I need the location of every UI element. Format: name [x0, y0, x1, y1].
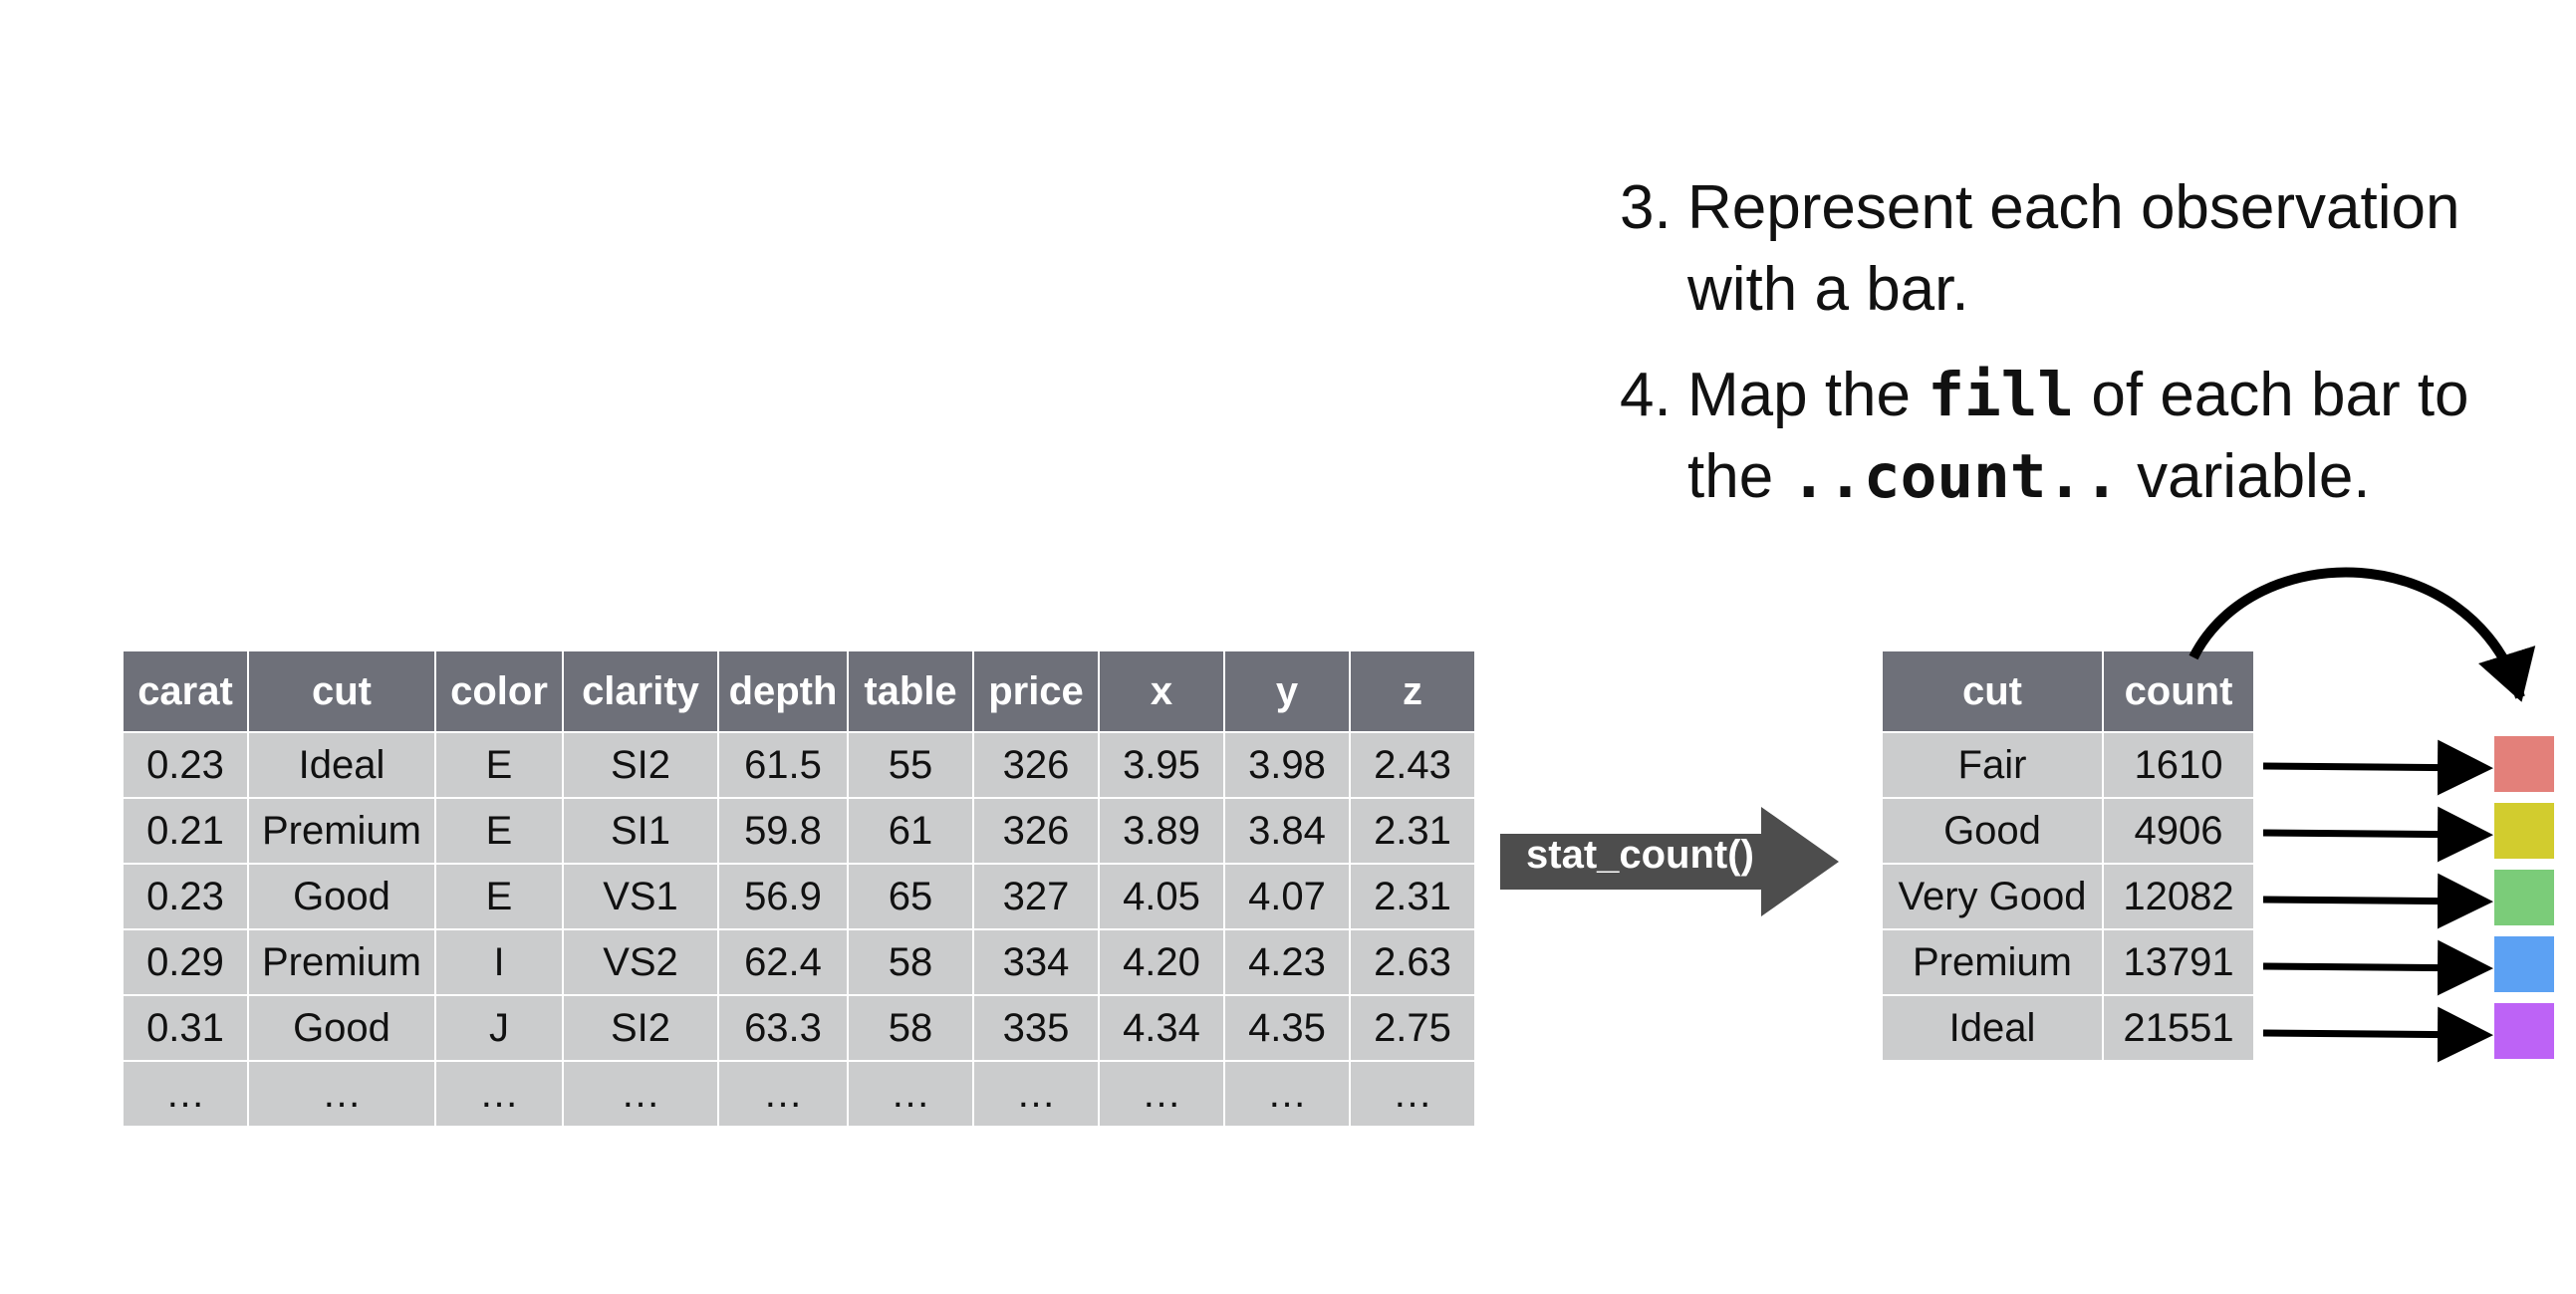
table-cell: 0.31 [123, 995, 248, 1061]
table-cell: 4.20 [1099, 929, 1224, 995]
step-4-text-d: variable. [2119, 442, 2371, 511]
step-3-line-2: with a bar. [1687, 255, 1969, 324]
curved-mapping-arrow [2193, 572, 2520, 697]
fill-swatch [2494, 803, 2554, 859]
step-4-text-a: Map the [1687, 361, 1929, 429]
table-cell: 4.05 [1099, 864, 1224, 929]
count-cell: Good [1882, 798, 2103, 864]
table-cell: … [1350, 1061, 1475, 1127]
step-3-line-1: Represent each observation [1687, 173, 2460, 242]
table-cell: 3.89 [1099, 798, 1224, 864]
table-cell: SI1 [563, 798, 718, 864]
data-col-header: clarity [563, 650, 718, 732]
table-cell: Premium [248, 929, 435, 995]
data-col-header: depth [718, 650, 848, 732]
stat-count-label: stat_count() [1526, 833, 1754, 877]
fill-swatch [2494, 736, 2554, 792]
count-cell: Premium [1882, 929, 2103, 995]
table-cell: VS2 [563, 929, 718, 995]
step-4-code-fill: fill [1928, 360, 2075, 430]
table-cell: 3.95 [1099, 732, 1224, 798]
data-col-header: carat [123, 650, 248, 732]
table-cell: 326 [973, 732, 1099, 798]
step-4-code-count: ..count.. [1790, 441, 2120, 512]
table-cell: Good [248, 864, 435, 929]
table-cell: 327 [973, 864, 1099, 929]
table-cell: E [435, 798, 563, 864]
count-col-header: cut [1882, 650, 2103, 732]
step-4-text-c: the [1687, 442, 1791, 511]
count-cell: 12082 [2103, 864, 2254, 929]
table-cell: 0.29 [123, 929, 248, 995]
table-cell: 0.23 [123, 864, 248, 929]
count-cell: 13791 [2103, 929, 2254, 995]
table-cell: … [248, 1061, 435, 1127]
count-cell: Fair [1882, 732, 2103, 798]
table-cell: 326 [973, 798, 1099, 864]
table-cell: 62.4 [718, 929, 848, 995]
table-cell: VS1 [563, 864, 718, 929]
table-cell: 61.5 [718, 732, 848, 798]
row-arrows [2263, 766, 2486, 1035]
table-cell: Good [248, 995, 435, 1061]
table-cell: 334 [973, 929, 1099, 995]
table-cell: E [435, 864, 563, 929]
table-cell: 56.9 [718, 864, 848, 929]
count-cell: 21551 [2103, 995, 2254, 1061]
count-cell: 1610 [2103, 732, 2254, 798]
data-col-header: color [435, 650, 563, 732]
fill-swatch [2494, 870, 2554, 925]
step-4-text-b: of each bar to [2074, 361, 2469, 429]
step-4-number: 4. [1620, 361, 1672, 429]
table-cell: 63.3 [718, 995, 848, 1061]
table-cell: 2.43 [1350, 732, 1475, 798]
table-cell: 58 [848, 929, 973, 995]
table-cell: E [435, 732, 563, 798]
table-cell: 61 [848, 798, 973, 864]
table-cell: Premium [248, 798, 435, 864]
table-cell: 4.34 [1099, 995, 1224, 1061]
count-cell: Ideal [1882, 995, 2103, 1061]
table-cell: 3.84 [1224, 798, 1350, 864]
table-cell: 0.23 [123, 732, 248, 798]
row-arrow [2263, 766, 2486, 768]
row-arrow [2263, 833, 2486, 835]
row-arrow [2263, 1033, 2486, 1035]
table-cell: 58 [848, 995, 973, 1061]
count-col-header: count [2103, 650, 2254, 732]
table-cell: I [435, 929, 563, 995]
table-cell: … [435, 1061, 563, 1127]
data-col-header: price [973, 650, 1099, 732]
table-cell: SI2 [563, 732, 718, 798]
row-arrow [2263, 900, 2486, 902]
table-cell: 55 [848, 732, 973, 798]
count-cell: Very Good [1882, 864, 2103, 929]
data-col-header: z [1350, 650, 1475, 732]
table-cell: … [563, 1061, 718, 1127]
table-cell: 4.07 [1224, 864, 1350, 929]
table-cell: … [123, 1061, 248, 1127]
data-col-header: table [848, 650, 973, 732]
count-cell: 4906 [2103, 798, 2254, 864]
fill-swatches [2494, 736, 2554, 1059]
table-cell: 335 [973, 995, 1099, 1061]
table-cell: 0.21 [123, 798, 248, 864]
data-col-header: cut [248, 650, 435, 732]
table-cell: 2.63 [1350, 929, 1475, 995]
row-arrow [2263, 966, 2486, 968]
data-col-header: x [1099, 650, 1224, 732]
table-cell: … [1224, 1061, 1350, 1127]
table-cell: 3.98 [1224, 732, 1350, 798]
table-cell: … [1099, 1061, 1224, 1127]
data-col-header: y [1224, 650, 1350, 732]
fill-swatch [2494, 936, 2554, 992]
table-cell: 4.23 [1224, 929, 1350, 995]
table-cell: 59.8 [718, 798, 848, 864]
table-cell: J [435, 995, 563, 1061]
step-3-number: 3. [1620, 173, 1672, 242]
table-cell: … [848, 1061, 973, 1127]
table-cell: 65 [848, 864, 973, 929]
table-cell: 2.75 [1350, 995, 1475, 1061]
table-cell: 2.31 [1350, 864, 1475, 929]
table-cell: Ideal [248, 732, 435, 798]
table-cell: 2.31 [1350, 798, 1475, 864]
table-cell: … [718, 1061, 848, 1127]
table-cell: SI2 [563, 995, 718, 1061]
fill-swatch [2494, 1003, 2554, 1059]
table-cell: 4.35 [1224, 995, 1350, 1061]
table-cell: … [973, 1061, 1099, 1127]
